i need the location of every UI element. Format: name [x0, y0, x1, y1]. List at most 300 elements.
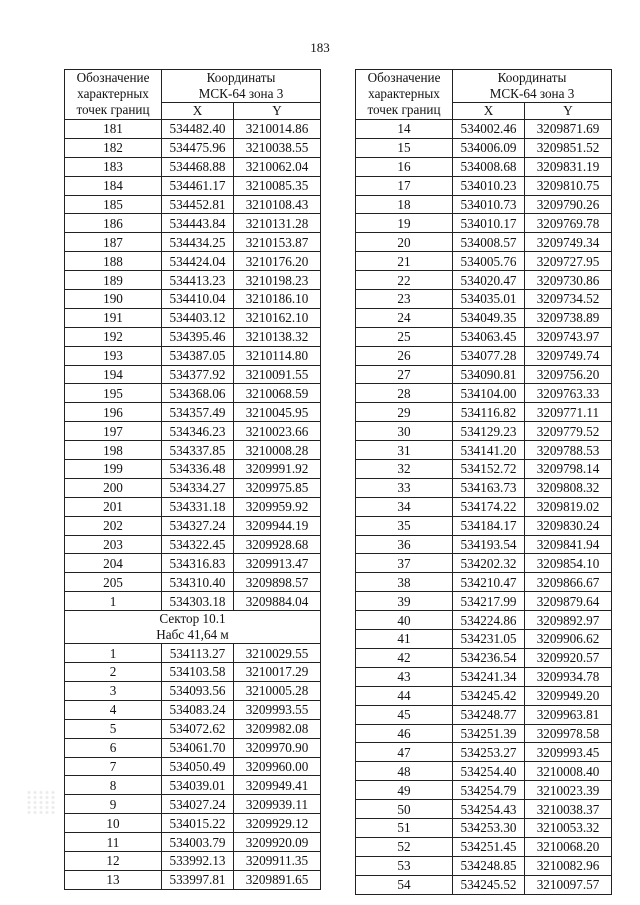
y-value: 3210198.23	[234, 271, 321, 290]
x-header: X	[453, 103, 525, 120]
y-value: 3209898.57	[234, 573, 321, 592]
x-value: 534116.82	[453, 403, 525, 422]
table-row	[65, 554, 321, 573]
point-number: 48	[356, 762, 453, 781]
table-row	[65, 535, 321, 554]
y-value: 3209763.33	[525, 384, 612, 403]
designation-header	[65, 70, 162, 120]
y-value: 3210131.28	[234, 214, 321, 233]
point-number: 192	[65, 327, 162, 346]
y-value: 3209871.69	[525, 120, 612, 139]
y-value: 3210186.10	[234, 290, 321, 309]
table-row	[65, 795, 321, 814]
x-value: 534254.43	[453, 800, 525, 819]
coordinates-header	[162, 70, 321, 103]
y-value: 3210162.10	[234, 308, 321, 327]
designation-header-line2: характерных	[368, 86, 440, 101]
x-value: 534083.24	[162, 700, 234, 719]
x-value: 534248.85	[453, 856, 525, 875]
x-value: 534337.85	[162, 441, 234, 460]
point-number: 22	[356, 271, 453, 290]
y-value: 3209920.09	[234, 833, 321, 852]
table-row	[65, 757, 321, 776]
y-value: 3209798.14	[525, 460, 612, 479]
y-value: 3209891.65	[234, 870, 321, 889]
x-value: 534010.17	[453, 214, 525, 233]
point-number: 42	[356, 648, 453, 667]
coordinates-header-line2: МСК-64 зона 3	[489, 86, 575, 101]
y-value: 3209851.52	[525, 138, 612, 157]
coordinates-table-right	[355, 69, 612, 895]
y-value: 3210023.66	[234, 422, 321, 441]
x-value: 534002.46	[453, 120, 525, 139]
point-number: 53	[356, 856, 453, 875]
y-value: 3209959.92	[234, 497, 321, 516]
y-value: 3209913.47	[234, 554, 321, 573]
x-value: 534413.23	[162, 271, 234, 290]
table-row	[65, 478, 321, 497]
x-value: 534210.47	[453, 573, 525, 592]
x-value: 534050.49	[162, 757, 234, 776]
x-value: 534141.20	[453, 441, 525, 460]
point-number: 194	[65, 365, 162, 384]
y-value: 3209978.58	[525, 724, 612, 743]
point-number: 41	[356, 630, 453, 649]
point-number: 188	[65, 252, 162, 271]
table-row	[65, 776, 321, 795]
table-row	[65, 700, 321, 719]
y-value: 3210082.96	[525, 856, 612, 875]
y-value: 3210005.28	[234, 681, 321, 700]
y-value: 3210029.55	[234, 644, 321, 663]
table-row	[65, 403, 321, 422]
x-value: 534377.92	[162, 365, 234, 384]
table-row	[356, 308, 612, 327]
table-row	[356, 422, 612, 441]
point-number: 46	[356, 724, 453, 743]
table-row	[356, 384, 612, 403]
x-value: 534224.86	[453, 611, 525, 630]
y-value: 3209884.04	[234, 592, 321, 611]
x-value: 534346.23	[162, 422, 234, 441]
y-value: 3210017.29	[234, 663, 321, 682]
x-value: 534093.56	[162, 681, 234, 700]
y-value: 3209949.41	[234, 776, 321, 795]
x-value: 534174.22	[453, 497, 525, 516]
point-number: 44	[356, 686, 453, 705]
point-number: 3	[65, 681, 162, 700]
y-value: 3210014.86	[234, 120, 321, 139]
y-value: 3210038.37	[525, 800, 612, 819]
y-value: 3209906.62	[525, 630, 612, 649]
table-row	[356, 195, 612, 214]
y-value: 3209911.35	[234, 851, 321, 870]
table-row	[65, 308, 321, 327]
x-value: 534245.42	[453, 686, 525, 705]
point-number: 14	[356, 120, 453, 139]
x-value: 534424.04	[162, 252, 234, 271]
table-row	[356, 705, 612, 724]
table-row	[65, 233, 321, 252]
coordinates-table-left	[64, 69, 321, 890]
point-number: 12	[65, 851, 162, 870]
table-row	[356, 516, 612, 535]
coordinates-header	[453, 70, 612, 103]
table-row	[65, 833, 321, 852]
table-row	[356, 837, 612, 856]
x-value: 534251.39	[453, 724, 525, 743]
y-value: 3209934.78	[525, 667, 612, 686]
table-row	[356, 724, 612, 743]
point-number: 8	[65, 776, 162, 795]
point-number: 7	[65, 757, 162, 776]
designation-header-line2: характерных	[77, 86, 149, 101]
y-value: 3210097.57	[525, 875, 612, 894]
point-number: 51	[356, 818, 453, 837]
point-number: 40	[356, 611, 453, 630]
y-value: 3209993.55	[234, 700, 321, 719]
x-value: 534077.28	[453, 346, 525, 365]
point-number: 17	[356, 176, 453, 195]
point-number: 47	[356, 743, 453, 762]
point-number: 202	[65, 516, 162, 535]
table-row	[356, 157, 612, 176]
designation-header-line3: точек границ	[367, 102, 441, 117]
point-number: 34	[356, 497, 453, 516]
table-row	[65, 441, 321, 460]
point-number: 50	[356, 800, 453, 819]
point-number: 45	[356, 705, 453, 724]
table-row	[356, 648, 612, 667]
table-row	[65, 214, 321, 233]
y-value: 3210108.43	[234, 195, 321, 214]
table-row	[65, 176, 321, 195]
table-row	[356, 535, 612, 554]
y-value: 3210138.32	[234, 327, 321, 346]
x-value: 534010.23	[453, 176, 525, 195]
y-value: 3209841.94	[525, 535, 612, 554]
point-number: 205	[65, 573, 162, 592]
table-row	[356, 271, 612, 290]
table-row	[65, 719, 321, 738]
x-value: 534035.01	[453, 290, 525, 309]
y-value: 3210053.32	[525, 818, 612, 837]
x-value: 534331.18	[162, 497, 234, 516]
y-value: 3209749.74	[525, 346, 612, 365]
designation-header	[356, 70, 453, 120]
sector-header	[65, 611, 321, 644]
point-number: 38	[356, 573, 453, 592]
y-value: 3209808.32	[525, 478, 612, 497]
x-value: 534357.49	[162, 403, 234, 422]
point-number: 25	[356, 327, 453, 346]
point-number: 27	[356, 365, 453, 384]
point-number: 203	[65, 535, 162, 554]
y-value: 3209734.52	[525, 290, 612, 309]
table-row	[356, 403, 612, 422]
y-value: 3209892.97	[525, 611, 612, 630]
x-value: 534241.34	[453, 667, 525, 686]
point-number: 54	[356, 875, 453, 894]
table-row	[356, 290, 612, 309]
y-header: Y	[525, 103, 612, 120]
y-value: 3210008.28	[234, 441, 321, 460]
y-value: 3209944.19	[234, 516, 321, 535]
point-number: 195	[65, 384, 162, 403]
x-value: 534322.45	[162, 535, 234, 554]
table-row	[356, 762, 612, 781]
y-value: 3209949.20	[525, 686, 612, 705]
table-row	[356, 611, 612, 630]
x-value: 534008.68	[453, 157, 525, 176]
table-row	[356, 327, 612, 346]
x-value: 534020.47	[453, 271, 525, 290]
point-number: 26	[356, 346, 453, 365]
y-value: 3209743.97	[525, 327, 612, 346]
table-row	[356, 554, 612, 573]
point-number: 187	[65, 233, 162, 252]
point-number: 6	[65, 738, 162, 757]
point-number: 1	[65, 592, 162, 611]
point-number: 30	[356, 422, 453, 441]
point-number: 204	[65, 554, 162, 573]
y-value: 3209970.90	[234, 738, 321, 757]
table-row	[65, 460, 321, 479]
point-number: 36	[356, 535, 453, 554]
table-row	[65, 195, 321, 214]
x-value: 534253.30	[453, 818, 525, 837]
point-number: 185	[65, 195, 162, 214]
designation-header-line1: Обозначение	[76, 70, 150, 85]
x-value: 534163.73	[453, 478, 525, 497]
point-number: 189	[65, 271, 162, 290]
point-number: 181	[65, 120, 162, 139]
table-row	[65, 814, 321, 833]
table-row	[356, 120, 612, 139]
table-row	[356, 630, 612, 649]
table-row	[356, 346, 612, 365]
y-value: 3210153.87	[234, 233, 321, 252]
x-value: 534072.62	[162, 719, 234, 738]
x-value: 534090.81	[453, 365, 525, 384]
x-value: 534368.06	[162, 384, 234, 403]
point-number: 13	[65, 870, 162, 889]
x-value: 533997.81	[162, 870, 234, 889]
table-row	[65, 157, 321, 176]
y-value: 3209831.19	[525, 157, 612, 176]
x-value: 534039.01	[162, 776, 234, 795]
y-value: 3209982.08	[234, 719, 321, 738]
sector-title: Сектор 10.1	[159, 611, 226, 627]
y-value: 3209963.81	[525, 705, 612, 724]
designation-header-line3: точек границ	[76, 102, 150, 117]
table-row	[65, 365, 321, 384]
x-value: 534006.09	[453, 138, 525, 157]
y-value: 3209749.34	[525, 233, 612, 252]
y-value: 3210008.40	[525, 762, 612, 781]
y-value: 3210068.59	[234, 384, 321, 403]
point-number: 200	[65, 478, 162, 497]
y-value: 3210114.80	[234, 346, 321, 365]
table-row	[356, 441, 612, 460]
point-number: 193	[65, 346, 162, 365]
x-value: 534236.54	[453, 648, 525, 667]
x-value: 534193.54	[453, 535, 525, 554]
table-row	[356, 856, 612, 875]
point-number: 24	[356, 308, 453, 327]
point-number: 183	[65, 157, 162, 176]
x-value: 534202.32	[453, 554, 525, 573]
table-row	[65, 327, 321, 346]
point-number: 182	[65, 138, 162, 157]
x-value: 534008.57	[453, 233, 525, 252]
table-row	[65, 573, 321, 592]
point-number: 9	[65, 795, 162, 814]
point-number: 15	[356, 138, 453, 157]
point-number: 186	[65, 214, 162, 233]
table-row	[65, 592, 321, 611]
x-value: 534482.40	[162, 120, 234, 139]
page-number: 183	[310, 40, 330, 55]
x-value: 534063.45	[453, 327, 525, 346]
point-number: 18	[356, 195, 453, 214]
point-number: 43	[356, 667, 453, 686]
x-value: 534027.24	[162, 795, 234, 814]
point-number: 4	[65, 700, 162, 719]
y-value: 3209854.10	[525, 554, 612, 573]
table-row	[356, 743, 612, 762]
point-number: 52	[356, 837, 453, 856]
y-value: 3210023.39	[525, 781, 612, 800]
table-row	[65, 516, 321, 535]
y-value: 3209819.02	[525, 497, 612, 516]
x-value: 534003.79	[162, 833, 234, 852]
table-row	[65, 681, 321, 700]
y-value: 3210038.55	[234, 138, 321, 157]
table-row	[65, 644, 321, 663]
x-value: 534010.73	[453, 195, 525, 214]
point-number: 197	[65, 422, 162, 441]
table-row	[356, 138, 612, 157]
table-row	[65, 422, 321, 441]
point-number: 1	[65, 644, 162, 663]
coordinates-header-line2: МСК-64 зона 3	[198, 86, 284, 101]
scan-artifact	[26, 790, 56, 814]
point-number: 32	[356, 460, 453, 479]
point-number: 33	[356, 478, 453, 497]
x-value: 534245.52	[453, 875, 525, 894]
table-row	[356, 800, 612, 819]
y-value: 3210085.35	[234, 176, 321, 195]
table-row	[356, 497, 612, 516]
y-value: 3209771.11	[525, 403, 612, 422]
point-number: 31	[356, 441, 453, 460]
table-row	[356, 252, 612, 271]
y-value: 3209960.00	[234, 757, 321, 776]
y-value: 3209866.67	[525, 573, 612, 592]
x-value: 534461.17	[162, 176, 234, 195]
y-value: 3209790.26	[525, 195, 612, 214]
x-value: 534049.35	[453, 308, 525, 327]
y-value: 3209993.45	[525, 743, 612, 762]
table-row	[356, 875, 612, 894]
table-row	[65, 120, 321, 139]
x-value: 534253.27	[453, 743, 525, 762]
coordinates-header-line1: Координаты	[497, 70, 567, 85]
y-value: 3209730.86	[525, 271, 612, 290]
x-value: 534395.46	[162, 327, 234, 346]
x-value: 534387.05	[162, 346, 234, 365]
x-value: 534303.18	[162, 592, 234, 611]
x-value: 534103.58	[162, 663, 234, 682]
y-value: 3209727.95	[525, 252, 612, 271]
y-value: 3210045.95	[234, 403, 321, 422]
x-value: 534005.76	[453, 252, 525, 271]
point-number: 191	[65, 308, 162, 327]
x-value: 534327.24	[162, 516, 234, 535]
point-number: 190	[65, 290, 162, 309]
table-row	[356, 592, 612, 611]
point-number: 201	[65, 497, 162, 516]
point-number: 198	[65, 441, 162, 460]
y-value: 3209756.20	[525, 365, 612, 384]
coordinates-header-line1: Координаты	[206, 70, 276, 85]
x-value: 534334.27	[162, 478, 234, 497]
table-row	[65, 138, 321, 157]
table-row	[356, 460, 612, 479]
x-value: 533992.13	[162, 851, 234, 870]
designation-header-line1: Обозначение	[367, 70, 441, 85]
table-row	[356, 686, 612, 705]
table-row	[65, 851, 321, 870]
table-row	[65, 870, 321, 889]
x-value: 534254.40	[453, 762, 525, 781]
y-value: 3209975.85	[234, 478, 321, 497]
y-value: 3209928.68	[234, 535, 321, 554]
table-row	[65, 497, 321, 516]
x-value: 534152.72	[453, 460, 525, 479]
y-value: 3210176.20	[234, 252, 321, 271]
point-number: 11	[65, 833, 162, 852]
point-number: 2	[65, 663, 162, 682]
table-row	[356, 478, 612, 497]
table-row	[65, 384, 321, 403]
x-value: 534231.05	[453, 630, 525, 649]
x-value: 534316.83	[162, 554, 234, 573]
y-value: 3209788.53	[525, 441, 612, 460]
table-row	[65, 290, 321, 309]
y-value: 3209920.57	[525, 648, 612, 667]
table-row	[356, 176, 612, 195]
x-value: 534217.99	[453, 592, 525, 611]
y-value: 3209769.78	[525, 214, 612, 233]
point-number: 23	[356, 290, 453, 309]
y-header: Y	[234, 103, 321, 120]
x-value: 534410.04	[162, 290, 234, 309]
table-row	[356, 667, 612, 686]
point-number: 20	[356, 233, 453, 252]
x-value: 534443.84	[162, 214, 234, 233]
x-header: X	[162, 103, 234, 120]
point-number: 35	[356, 516, 453, 535]
table-row	[65, 271, 321, 290]
y-value: 3209879.64	[525, 592, 612, 611]
y-value: 3210062.04	[234, 157, 321, 176]
x-value: 534104.00	[453, 384, 525, 403]
x-value: 534184.17	[453, 516, 525, 535]
y-value: 3209929.12	[234, 814, 321, 833]
x-value: 534310.40	[162, 573, 234, 592]
